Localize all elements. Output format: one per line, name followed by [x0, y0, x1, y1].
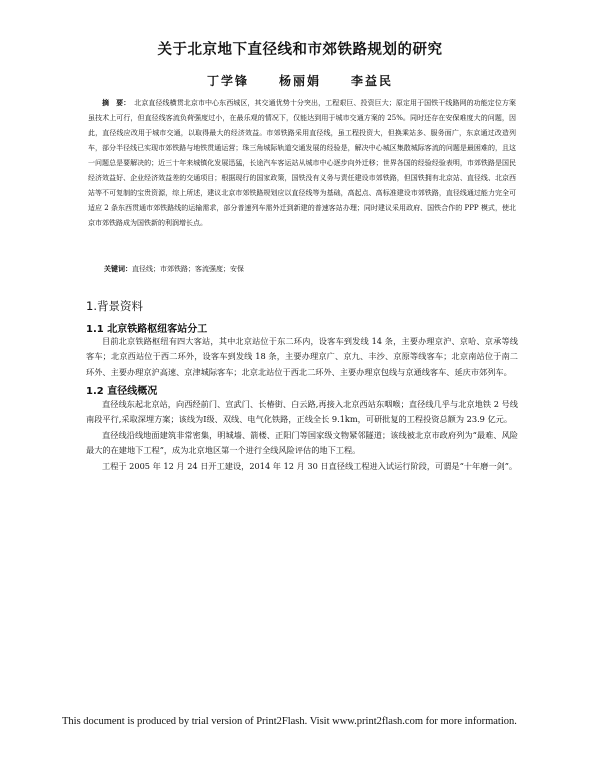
- paragraph: 目前北京铁路枢纽有四大客站，其中北京站位于东二环内，设客车到发线 14 条，主要办理京沪、京哈、京承等线客车；北京西站位于西二环外，设客车到发线 18 条，主要办理京广、京九、丰沙、京原等线客车；北京南站位于南二环外、主要办理京沪高速、京津城际客车；北京北站位于西北二环外、主要办理京包线与京通线客车、延庆市郊列车。: [86, 336, 518, 377]
- paragraph: 工程于 2005 年 12 月 24 日开工建设，2014 年 12 月 30 日直径线工程进入试运行阶段，可谓是“十年磨一剑”。: [102, 460, 518, 471]
- abstract: [88, 96, 516, 231]
- keywords-text: 直径线；市郊铁路；客流强度；安保: [132, 265, 244, 273]
- paragraph: 直径线沿线地面建筑非常密集，明城墙、箭楼、正阳门等国家级文物紧邻隧道；该线被北京市政府列为“最难、风险最大的在建地下工程”，成为北京地区第一个进行全线风险评估的地下工程。: [86, 429, 518, 456]
- keywords-label: 关键词：: [104, 265, 132, 273]
- paper-title: 关于北京地下直径线和市郊铁路规划的研究: [157, 42, 443, 58]
- subsection-heading-overview: 1.2 直径线概况: [86, 386, 158, 397]
- author-list: [0, 72, 600, 89]
- abstract-text: 北京直径线横贯北京市中心东西城区，其交通优势十分突出，工程艰巨、投资巨大；原定用于国铁干线路网的功能定位方案虽技术上可行，但直径线客流负荷强度过小，在最乐观的情况下，仅能达到用于城市交通方案的 25%。同时还存在安保难度大的问题，因此，直径线应改用于城市交通，以取得最大的经济效益。市郊铁路采用直径线，虽工程投资大，但换乘站多、服务面广，东京通过改造列车，部分半径线已实现市郊铁路与地铁贯通运营；珠三角城际轨道交通发展的经验是，解决中心城区集散城际客流的问题是最困难的，且这一问题总是要解决的；近三十年来城镇化发展迅猛，长途汽车客运站从城市中心逐步向外迁移；世界各国的经验经验表明，市郊铁路是国民经济效益好、企业经济效益差的交通项目；根据现行的国家政策，国铁没有义务与责任建设市郊铁路，但国铁拥有北京站、直径线、北京西站等不可复制的宝贵资源，综上所述，建议北京市郊铁路规划应以直径线等为基础，高起点、高标准建设市郊铁路，直径线通过能力完全可适应 2 条东西贯通市郊铁路线的运输需求，部分普速列车需外迁到新建的普速客站办理；同时建议采用政府、国铁合作的 PPP 模式，使北京市郊铁路成为国铁新的利润增长点。: [88, 99, 516, 227]
- overview-paragraphs: [86, 397, 518, 474]
- author-name: 丁学锋: [206, 74, 249, 88]
- stations-paragraph: [86, 334, 518, 380]
- trial-watermark-footer: This document is produced by trial version of Print2Flash. Visit www.print2flash.com for more information.: [62, 716, 517, 727]
- subsection-heading-stations: 1.1 北京铁路枢纽客站分工: [86, 324, 208, 335]
- author-name: 杨丽娟: [278, 74, 321, 88]
- abstract-label: 摘 要：: [102, 99, 131, 107]
- section-heading-background: 1.背景资料: [86, 299, 143, 313]
- keywords: [104, 262, 524, 276]
- paragraph: 直径线东起北京站，向西经前门、宣武门、长椿街、白云路,再接入北京西站东咽喉；直径线几乎与北京地铁 2 号线南段平行,采取深埋方案；该线为Ⅰ级、双线、电气化铁路，正线全长 9.1km，可研批复的工程投资总额为 23.9 亿元。: [86, 399, 518, 425]
- author-name: 李益民: [351, 74, 394, 88]
